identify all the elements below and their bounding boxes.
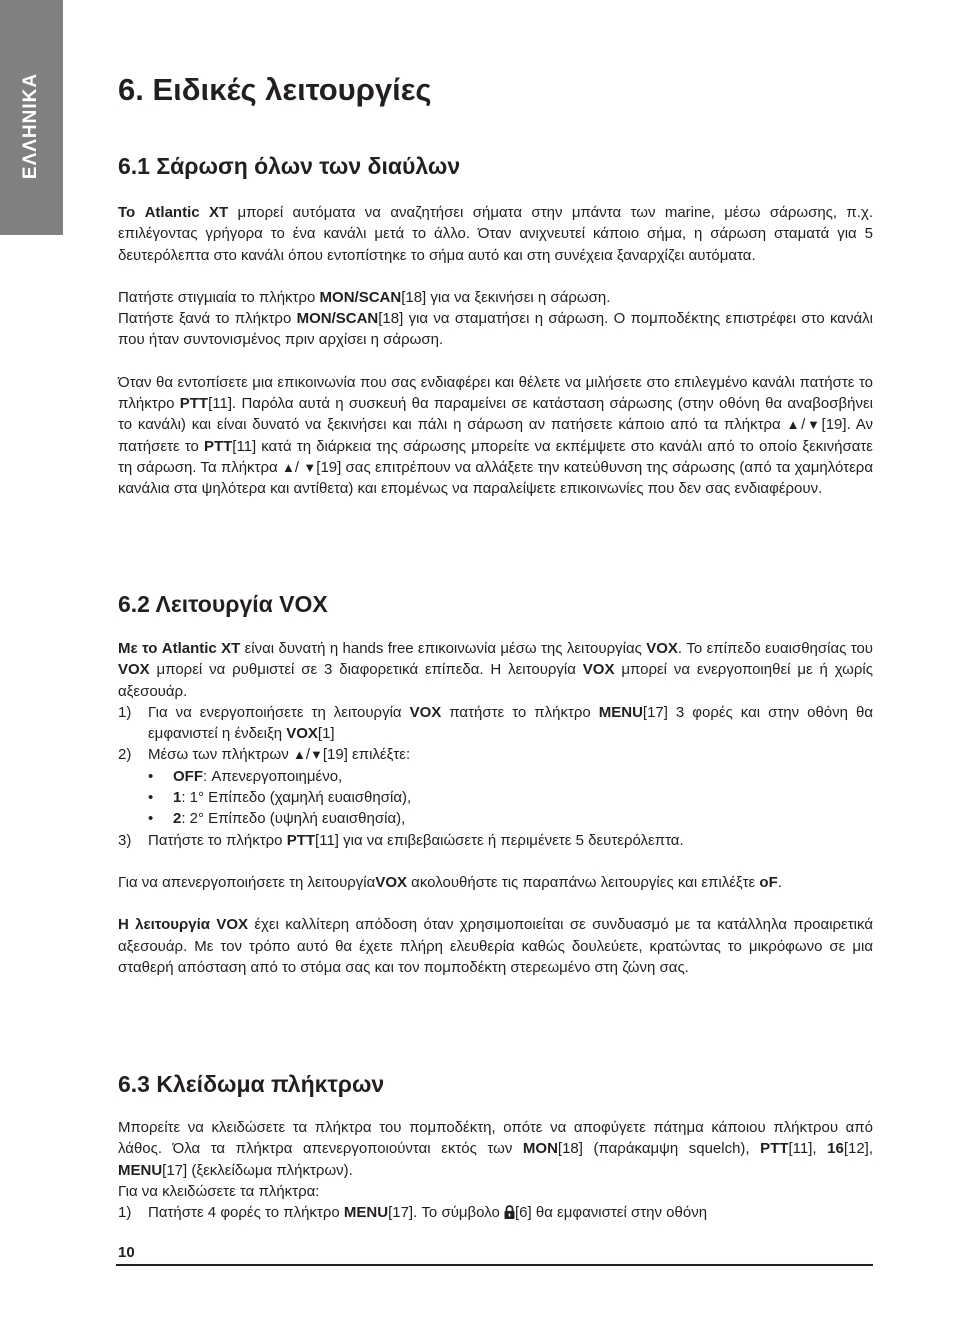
language-tab-label: ΕΛΛΗΝΙΚΑ [20, 72, 41, 180]
section-6-1-body [118, 202, 873, 500]
triangle-up-icon: ▲ [281, 459, 295, 475]
s1-paragraph-2: Πατήστε στιγμιαία το πλήκτρο MON/SCAN[18] για να ξεκινήσει η σάρωση. [118, 288, 611, 306]
lock-icon [504, 1205, 515, 1219]
section-heading-6-2: 6.2 Λειτουργία VOX [118, 591, 328, 617]
list-item: • 2: 2° Επίπεδο (υψηλή ευαισθησία), [148, 810, 406, 828]
section-heading-6-1: 6.1 Σάρωση όλων των διαύλων [118, 153, 461, 179]
list-item: 1) Για να ενεργοποιήσετε τη λειτουργία VOX πατήστε το πλήκτρο MENU[17] 3 φορές και στην οθόνη θα εμφανιστεί η ένδειξη VOX[1] [118, 703, 873, 743]
list-item: 3) Πατήστε το πλήκτρο PTT[11] για να επιβεβαιώσετε ή περιμένετε 5 δευτερόλεπτα. [118, 831, 684, 849]
triangle-up-icon: ▲ [786, 417, 802, 433]
s3-paragraph-1: Μπορείτε να κλειδώσετε τα πλήκτρα του πομποδέκτη, οπότε να αποφύγετε πάτημα κάποιου πλήκτρου από λάθος. Όλα τα πλήκτρα απενεργοποιούνται εκτός των MON[18] (παράκαμψη squelch), PTT[11], 16[12], MENU[17] (ξεκλείδωμα πλήκτρων). [118, 1119, 874, 1179]
s1-paragraph-3: Πατήστε ξανά το πλήκτρο MON/SCAN[18] για να σταματήσει η σάρωση. Ο πομποδέκτης επιστρέφει στο κανάλι που ήταν συντονισμένος πριν αρχίσει η σάρωση. [118, 310, 873, 349]
list-item: 2) Μέσω των πλήκτρων ▲/▼[19] επιλέξτε: [118, 746, 411, 764]
triangle-down-icon: ▼ [303, 459, 317, 475]
s2-paragraph-1: Με το Atlantic XT είναι δυνατή η hands free επικοινωνία μέσω της λειτουργίας VOX. Το επίπεδο ευαισθησίας του VOX μπορεί να ρυθμιστεί σε 3 διαφορετικά επίπεδα. Η λειτουργία VOX μπορεί να ενεργοποιηθεί με ή χωρίς αξεσουάρ. [118, 640, 873, 700]
triangle-down-icon: ▼ [310, 747, 323, 763]
section-heading-6-3: 6.3 Κλείδωμα πλήκτρων [118, 1071, 385, 1097]
s2-paragraph-3: Η λειτουργία VOX έχει καλλίτερη απόδοση όταν χρησιμοποιείται σε συνδυασμό με τα κατάλληλα προαιρετικά αξεσουάρ. Με τον τρόπο αυτό θα έχετε πλήρη ελευθερία καθώς δουλεύετε, κρατώντας το μικρόφωνο σε μια σταθερή απόσταση από το στόμα σας και τον πομποδέκτη στερεωμένο στη ζώνη σας. [118, 916, 873, 976]
list-item: • OFF: Απενεργοποιημένο, [148, 767, 343, 785]
page-number: 10 [118, 1244, 135, 1261]
section-6-2-body [118, 638, 873, 978]
footer-divider [116, 1264, 873, 1266]
triangle-up-icon: ▲ [292, 747, 306, 763]
list-item: • 1: 1° Επίπεδο (χαμηλή ευαισθησία), [148, 789, 412, 807]
page-title: 6. Ειδικές λειτουργίες [118, 72, 432, 107]
s2-paragraph-2: Για να απενεργοποιήσετε τη λειτουργίαVOX ακολουθήστε τις παραπάνω λειτουργίες και επιλέξτε oF. [118, 873, 782, 891]
triangle-down-icon: ▼ [805, 417, 822, 433]
language-tab [0, 0, 63, 235]
s1-paragraph-4: Όταν θα εντοπίσετε μια επικοινωνία που σας ενδιαφέρει και θέλετε να μιλήσετε στο επιλεγμένο κανάλι πατήστε το πλήκτρο PTT[11]. Παρόλα αυτά η συσκευή θα παραμείνει σε κατάσταση σάρωσης (στην οθόνη θα αναβοσβήνει το κανάλι) και είναι δυνατό να ξεκινήσει και πάλι η σάρωση αν πατήσετε κάποιο από τα πλήκτρα ▲/▼[19]. Αν πατήσετε το PTT[11] κατά τη διάρκεια της σάρωσης μπορείτε να εκπέμψετε στο κανάλι από το οποίο ξεκινήσατε τη σάρωση. Τα πλήκτρα ▲/ ▼[19] σας επιτρέπουν να αλλάξετε την κατεύθυνση της σάρωσης (από τα χαμηλότερα κανάλια στα ψηλότερα και αντίθετα) και επομένως να παραλείψετε επικοινωνίες που δεν σας ενδιαφέρουν. [118, 373, 873, 498]
list-item: 1) Πατήστε 4 φορές το πλήκτρο MENU[17]. Το σύμβολο [6] θα εμφανιστεί στην οθόνη [118, 1204, 708, 1222]
s1-paragraph-1: Το Atlantic XT μπορεί αυτόματα να αναζητήσει σήματα στην μπάντα των marine, μέσω σάρωσης, π.χ. επιλέγοντας γρήγορα το ένα κανάλι μετά το άλλο. Όταν ανιχνευτεί κάποιο σήμα, η σάρωση σταματά για 5 δευτερόλεπτα στο κανάλι όπου εντοπίστηκε το σήμα αυτό και στη συνέχεια ξαναρχίζει αυτόματα. [118, 204, 873, 264]
section-6-3-body [118, 1117, 873, 1223]
s3-paragraph-2: Για να κλειδώσετε τα πλήκτρα: [118, 1182, 320, 1200]
